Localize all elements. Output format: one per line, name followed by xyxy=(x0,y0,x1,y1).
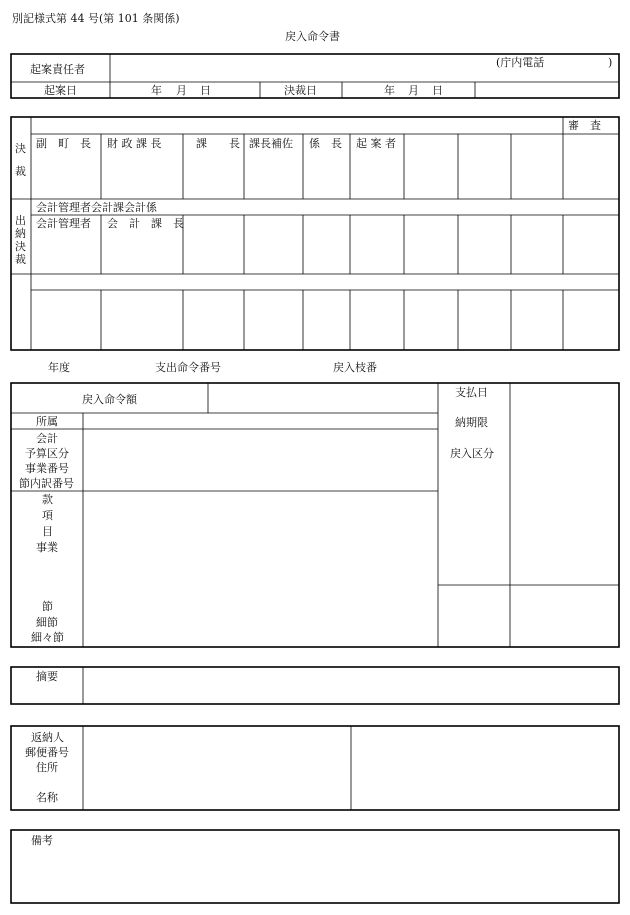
items-label-project: 事業 xyxy=(36,541,58,554)
approval-date-day: 日 xyxy=(432,84,443,97)
draft-date-month: 月 xyxy=(176,84,187,97)
drafter-label: 起案責任者 xyxy=(30,63,85,76)
form-title: 戻入命令書 xyxy=(285,30,340,43)
role-finance-head: 財 政 課 長 xyxy=(107,137,162,150)
return-category-label: 戻入区分 xyxy=(450,447,494,460)
remarks-label: 備考 xyxy=(31,834,53,847)
fiscal-year-label: 年度 xyxy=(48,361,70,374)
approval-date-year: 年 xyxy=(384,84,395,97)
payer-field[interactable] xyxy=(84,727,350,809)
approval-grid xyxy=(11,117,619,350)
postal-code-label: 郵便番号 xyxy=(25,746,69,759)
amount-field[interactable] xyxy=(209,384,437,412)
section-label-saisetsu: 細節 xyxy=(36,616,58,629)
branch-number-label: 戻入枝番 xyxy=(333,361,377,374)
role-drafter: 起 案 者 xyxy=(356,137,396,150)
accounting-label: 会計管理者会計課会計係 xyxy=(36,201,157,214)
kessai-label-2: 裁 xyxy=(15,165,26,178)
approval-date-month: 月 xyxy=(408,84,419,97)
role-vice-mayor: 副 町 長 xyxy=(36,137,91,150)
amount-label: 戻入命令額 xyxy=(82,393,137,406)
suitou-label-4: 裁 xyxy=(15,253,26,266)
review-label: 審 査 xyxy=(568,119,601,132)
section-label-saisaisetsu: 細々節 xyxy=(31,631,64,644)
affiliation-label: 所属 xyxy=(36,415,58,428)
deadline-label: 納期限 xyxy=(455,416,488,429)
role-assistant-chief: 課長補佐 xyxy=(249,137,293,150)
role-section-chief: 課 長 xyxy=(196,137,240,150)
budget-label-breakdown-number: 節内訳番号 xyxy=(19,477,74,490)
budget-label-category: 予算区分 xyxy=(25,447,69,460)
suitou-label-3: 決 xyxy=(15,240,26,253)
section-label-setsu: 節 xyxy=(42,600,53,613)
role-accounting-head: 会 計 課 長 xyxy=(107,217,184,230)
remarks-field[interactable] xyxy=(12,850,618,902)
draft-date-year: 年 xyxy=(151,84,162,97)
role-accounting-manager: 会計管理者 xyxy=(36,217,91,230)
suitou-label-2: 納 xyxy=(15,227,26,240)
summary-field[interactable] xyxy=(84,668,618,703)
kessai-label-1: 決 xyxy=(15,142,26,155)
suitou-label-1: 出 xyxy=(15,214,26,227)
approval-date-label: 決裁日 xyxy=(284,84,317,97)
items-label-kou: 項 xyxy=(42,509,53,522)
name-label: 名称 xyxy=(36,791,58,804)
items-label-moku: 目 xyxy=(42,525,53,538)
order-number-label: 支出命令番号 xyxy=(155,361,221,374)
phone-label: (庁内電話 xyxy=(496,56,545,69)
summary-label: 摘要 xyxy=(36,670,58,683)
budget-label-account: 会計 xyxy=(36,432,58,445)
address-label: 住所 xyxy=(36,761,58,774)
payer-extra-field[interactable] xyxy=(352,727,618,809)
draft-date-label: 起案日 xyxy=(44,84,77,97)
affiliation-field[interactable] xyxy=(84,414,437,428)
items-label-kan: 款 xyxy=(42,493,53,506)
role-subsection-chief: 係 長 xyxy=(309,137,342,150)
draft-date-day: 日 xyxy=(200,84,211,97)
form-number: 別記様式第 44 号(第 101 条関係) xyxy=(12,12,180,25)
payment-date-label: 支払日 xyxy=(455,386,488,399)
phone-close: ) xyxy=(608,56,613,69)
payer-label: 返納人 xyxy=(31,731,64,744)
budget-label-project-number: 事業番号 xyxy=(25,462,69,475)
